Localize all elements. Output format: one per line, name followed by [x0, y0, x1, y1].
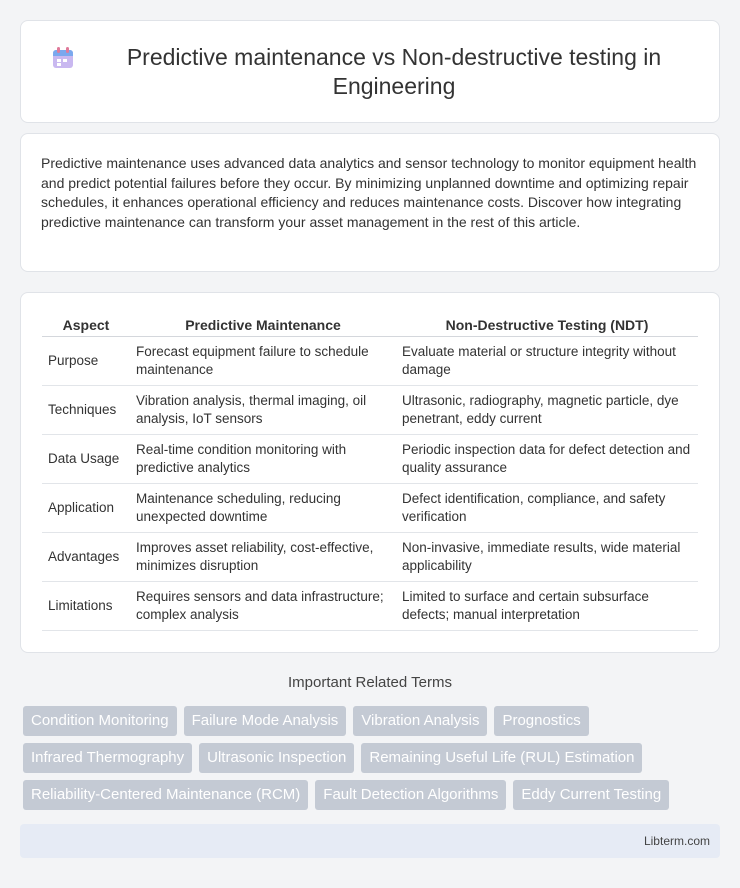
tag-row [23, 743, 723, 773]
row-ndt: Ultrasonic, radiography, magnetic particle, dye penetrant, eddy current [396, 386, 698, 435]
row-ndt: Limited to surface and certain subsurface defects; manual interpretation [396, 582, 698, 631]
row-predictive-maintenance: Maintenance scheduling, reducing unexpected downtime [130, 484, 396, 533]
tag-eddy-current-testing[interactable]: Eddy Current Testing [513, 780, 669, 810]
column-header-predictive-maintenance: Predictive Maintenance [130, 313, 396, 337]
row-ndt: Periodic inspection data for defect detection and quality assurance [396, 435, 698, 484]
footer-site-link[interactable]: Libterm.com [643, 834, 710, 848]
row-ndt: Non-invasive, immediate results, wide material applicability [396, 533, 698, 582]
row-aspect: Techniques [42, 386, 130, 435]
row-aspect: Data Usage [42, 435, 130, 484]
related-terms-list [23, 706, 723, 817]
column-header-ndt: Non-Destructive Testing (NDT) [396, 313, 698, 337]
related-terms-heading: Important Related Terms [288, 674, 452, 691]
calendar-icon [50, 45, 76, 71]
table-row [42, 533, 698, 582]
tag-ultrasonic-inspection[interactable]: Ultrasonic Inspection [199, 743, 354, 773]
tag-prognostics[interactable]: Prognostics [494, 706, 588, 736]
table-row [42, 386, 698, 435]
tag-row [23, 780, 723, 810]
row-aspect: Application [42, 484, 130, 533]
table-header-row [42, 313, 698, 337]
tag-condition-monitoring[interactable]: Condition Monitoring [23, 706, 177, 736]
row-predictive-maintenance: Forecast equipment failure to schedule maintenance [130, 337, 396, 386]
row-predictive-maintenance: Real-time condition monitoring with predictive analytics [130, 435, 396, 484]
row-ndt: Evaluate material or structure integrity without damage [396, 337, 698, 386]
tag-remaining-useful-life[interactable]: Remaining Useful Life (RUL) Estimation [361, 743, 642, 773]
tag-failure-mode-analysis[interactable]: Failure Mode Analysis [184, 706, 347, 736]
page-title: Predictive maintenance vs Non-destructive testing in Engineering [126, 43, 662, 99]
row-predictive-maintenance: Requires sensors and data infrastructure; complex analysis [130, 582, 396, 631]
tag-row [23, 706, 723, 736]
header-card [20, 20, 720, 123]
row-aspect: Purpose [42, 337, 130, 386]
footer [20, 824, 720, 858]
tag-vibration-analysis[interactable]: Vibration Analysis [353, 706, 487, 736]
row-predictive-maintenance: Vibration analysis, thermal imaging, oil analysis, IoT sensors [130, 386, 396, 435]
comparison-table-card [20, 292, 720, 653]
row-aspect: Advantages [42, 533, 130, 582]
intro-text: Predictive maintenance uses advanced data analytics and sensor technology to monitor equipment health and predict potential failures before they occur. By minimizing unplanned downtime and optimizing repair schedules, it enhances operational efficiency and reduces maintenance costs. Discover how integrating predictive maintenance can transform your asset management in the rest of this article. [41, 155, 697, 230]
table-row [42, 484, 698, 533]
table-row [42, 337, 698, 386]
tag-fault-detection-algorithms[interactable]: Fault Detection Algorithms [315, 780, 506, 810]
row-aspect: Limitations [42, 582, 130, 631]
row-ndt: Defect identification, compliance, and safety verification [396, 484, 698, 533]
table-row [42, 435, 698, 484]
row-predictive-maintenance: Improves asset reliability, cost-effective, minimizes disruption [130, 533, 396, 582]
intro-card [20, 133, 720, 272]
tag-infrared-thermography[interactable]: Infrared Thermography [23, 743, 192, 773]
comparison-table [42, 313, 698, 631]
tag-rcm[interactable]: Reliability-Centered Maintenance (RCM) [23, 780, 308, 810]
table-row [42, 582, 698, 631]
column-header-aspect: Aspect [42, 313, 130, 337]
